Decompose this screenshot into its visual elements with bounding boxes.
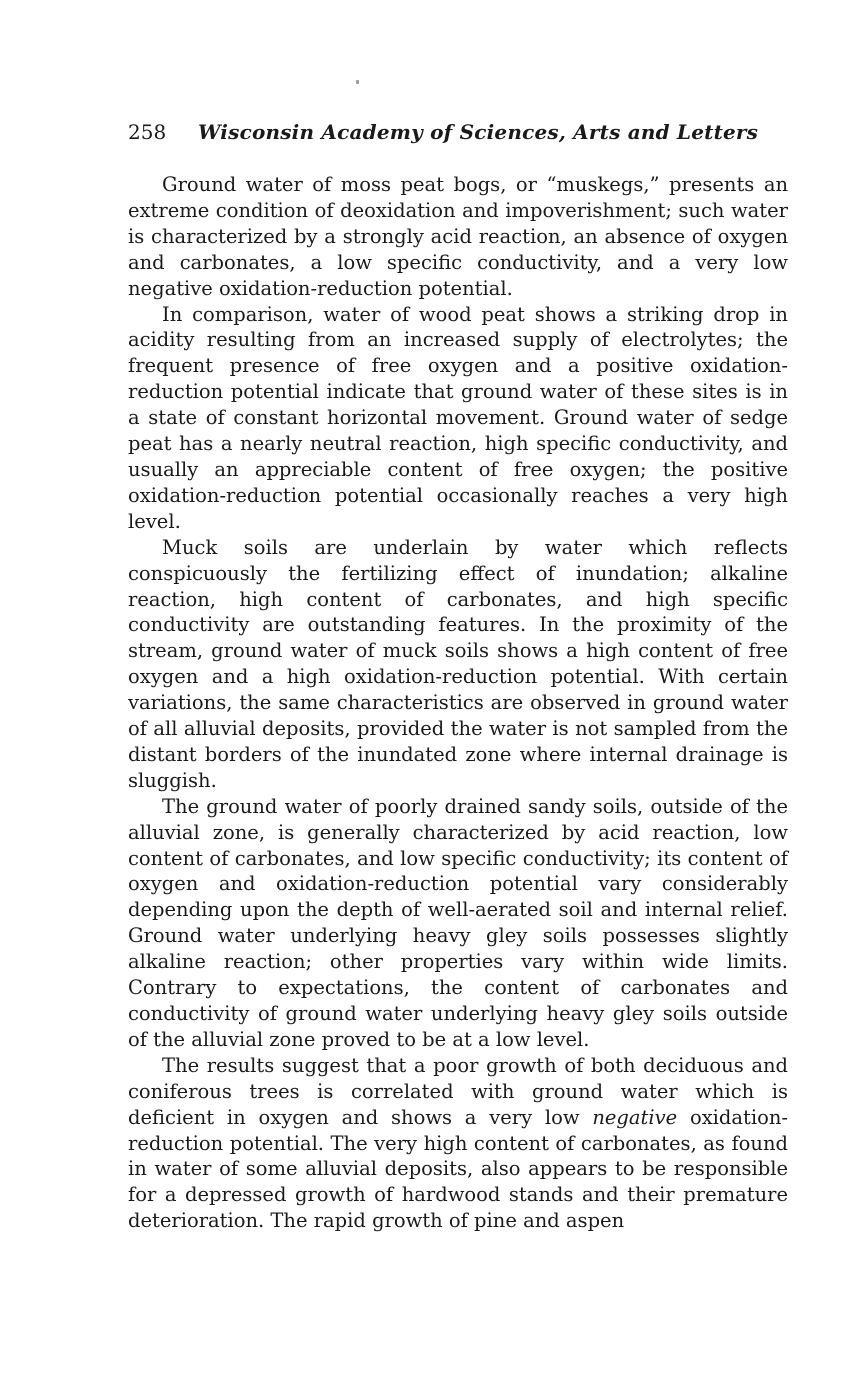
- paragraph-muck-soils: Muck soils are underlain by water which reflects conspicuously the fertilizing effect of inundation; alkaline reaction, high content of carbonates, and high specific conductivity are outstanding features. In the proximity of the stream, ground water of muck soils shows a high content of free oxygen and a high oxidation-reduction potential. With certain variations, the same characteristics are observed in ground water of all alluvial deposits, provided the water is not sampled from the distant borders of the inundated zone where internal drainage is sluggish.: [128, 535, 788, 792]
- paragraph-results-end: oxidation-reduction potential. The very high content of carbonates, as found in water of some alluvial deposits, also appears to be responsible for a depressed growth of hardwood stands and their premature deterioration. The rapid growth of pine and aspen: [128, 1105, 788, 1233]
- emphasis-negative: negative: [592, 1105, 678, 1129]
- running-title: Wisconsin Academy of Sciences, Arts and Letters: [198, 120, 759, 144]
- scan-speck: [356, 80, 359, 84]
- page-number: 258: [128, 120, 167, 144]
- paragraph-results-start: The results suggest that a poor growth of both deciduous and coniferous trees is correlated with ground water which is deficient in oxygen and shows a very low: [128, 1053, 788, 1129]
- paragraph-results: [128, 1053, 788, 1234]
- paragraph-wood-sedge-peat: In comparison, water of wood peat shows a striking drop in acidity resulting from an increased supply of electrolytes; the frequent presence of free oxygen and a positive oxidation-reduction potential indicate that ground water of these sites is in a state of constant horizontal movement. Ground water of sedge peat has a nearly neutral reaction, high specific conductivity, and usually an appreciable content of free oxygen; the positive oxidation-reduction potential occasionally reaches a very high level.: [128, 302, 788, 533]
- paragraph-moss-peat: Ground water of moss peat bogs, or “muskegs,” presents an extreme condition of deoxidation and impoverishment; such water is characterized by a strongly acid reaction, an absence of oxygen and carbonates, a low specific conductivity, and a very low negative oxidation-reduction potential.: [128, 173, 788, 300]
- paragraph-sandy-gley-soils: The ground water of poorly drained sandy soils, outside of the alluvial zone, is generally characterized by acid reaction, low content of carbonates, and low specific conductivity; its content of oxygen and oxidation-reduction potential vary considerably depending upon the depth of well-aerated soil and internal relief. Ground water underlying heavy gley soils possesses slightly alkaline reaction; other properties vary within wide limits. Contrary to expectations, the content of carbonates and conductivity of ground water underlying heavy gley soils outside of the alluvial zone proved to be at a low level.: [128, 794, 788, 1051]
- running-header: [128, 118, 788, 146]
- body-text: [128, 172, 788, 1234]
